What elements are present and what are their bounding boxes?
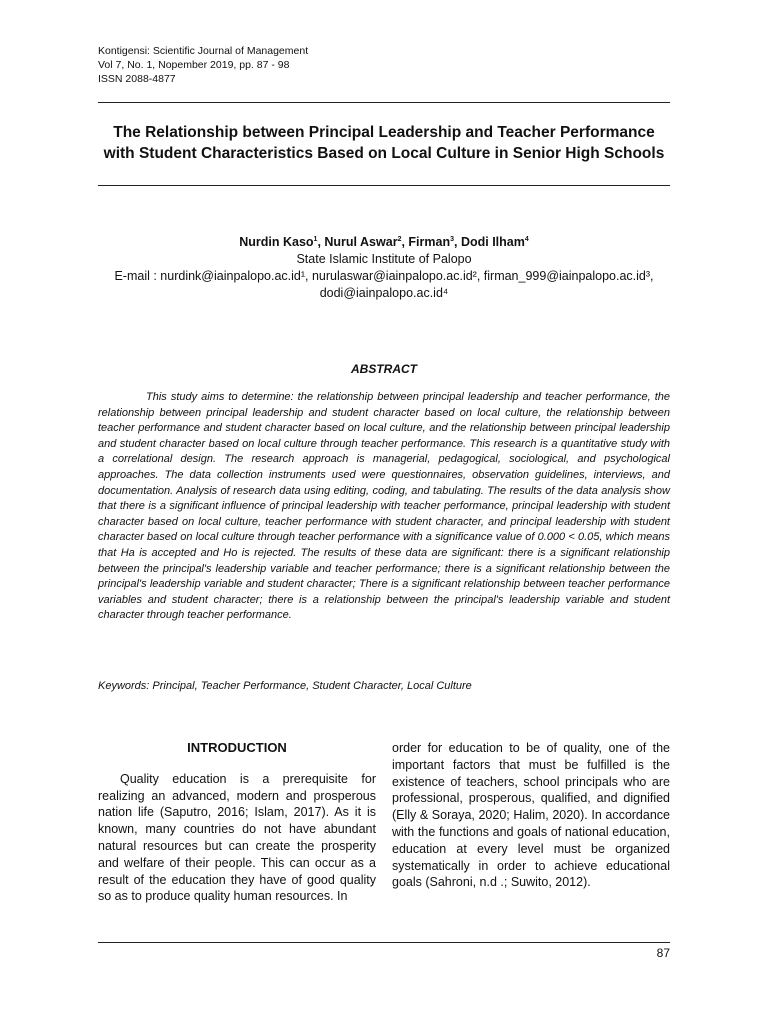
author-name: Nurul Aswar: [324, 235, 398, 249]
email-line: dodi@iainpalopo.ac.id⁴: [319, 286, 449, 300]
author-affiliation-mark: 3: [450, 235, 455, 243]
journal-volume: Vol 7, No. 1, Nopember 2019, pp. 87 - 98: [98, 59, 290, 71]
author-affiliation-mark: 2: [397, 235, 402, 243]
header-divider: [98, 102, 670, 103]
section-heading: INTRODUCTION: [187, 740, 287, 755]
abstract-heading: ABSTRACT: [351, 362, 417, 376]
institution: State Islamic Institute of Palopo: [296, 252, 472, 266]
page-number: 87: [656, 946, 670, 960]
author-affiliation-mark: 4: [524, 235, 529, 243]
author-name: Dodi Ilham: [460, 235, 525, 249]
keywords: Keywords: Principal, Teacher Performance, Student Character, Local Culture: [98, 680, 472, 692]
author-names: Nurdin Kaso$^1$, Nurul Aswar$^2$, Firman$^3$, Dodi Ilham$^4$: [239, 235, 529, 249]
email-line: E-mail : nurdink@iainpalopo.ac.id¹, nurulaswar@iainpalopo.ac.id², firman_999@iainpalopo.ac.id³,: [114, 269, 654, 283]
paper-title: The Relationship between Principal Leadership and Teacher Performance with Student Characteristics Based on Local Culture in Senior High Schools: [103, 124, 665, 162]
author-name: Nurdin Kaso: [239, 235, 314, 249]
journal-name: Kontigensi: Scientific Journal of Management: [98, 45, 309, 57]
paragraph: order for education to be of quality, one of the important factors that must be fulfilled is the existence of teachers, school principals who are professional, prosperous, qualified, and dignified (Elly & Soraya, 2020; Halim, 2020). In accordance with the functions and goals of national education, education at every level must be organized systematically in order to achieve educational goals (Sahroni, n.d .; Suwito, 2012).: [392, 741, 670, 890]
journal-header: [98, 44, 308, 86]
author-affiliation-mark: 1: [313, 235, 318, 243]
intro-left-column: [98, 740, 376, 905]
journal-issn: ISSN 2088-4877: [98, 73, 176, 85]
author-name: Firman: [408, 235, 451, 249]
intro-right-column: [392, 740, 670, 891]
footer-divider: [98, 942, 670, 943]
title-divider: [98, 185, 670, 186]
paragraph: Quality education is a prerequisite for realizing an advanced, modern and prosperous nation life (Saputro, 2016; Islam, 2017). As it is known, many countries do not have abundant natural resources but can create the prosperity and welfare of their people. This can occur as a result of the education they have of good quality so as to produce quality human resources. In: [98, 771, 376, 904]
author-block: [98, 234, 670, 302]
abstract-body: This study aims to determine: the relationship between principal leadership and teacher performance, the relationship between principal leadership and student character based on local culture, the relationship between teacher performance and student character based on local culture, and the relationship between principal leadership and student character based on local culture through teacher performance. This research is a quantitative study with a correlational design. The research approach is managerial, pedagogical, sociological, and psychological approaches. The data collection instruments used were questionnaires, observation guidelines, interviews, and documentation. Analysis of research data using editing, coding, and tabulating. The results of the data analysis show that there is a significant influence of principal leadership with teacher performance, principal leadership with student character based on local culture, teacher performance with student character, and principal leadership with student character based on local culture through teacher performance with a significance value of 0.000 < 0.05, which means that Ha is accepted and Ho is rejected. The results of these data are significant: there is a significant relationship between the principal's leadership variable and teacher performance; there is a significant relationship between the principal's leadership variable and student character; There is a significant relationship between teacher performance variables and student character; there is a relationship between the principal's leadership variable and student character through teacher performance.: [98, 391, 670, 622]
